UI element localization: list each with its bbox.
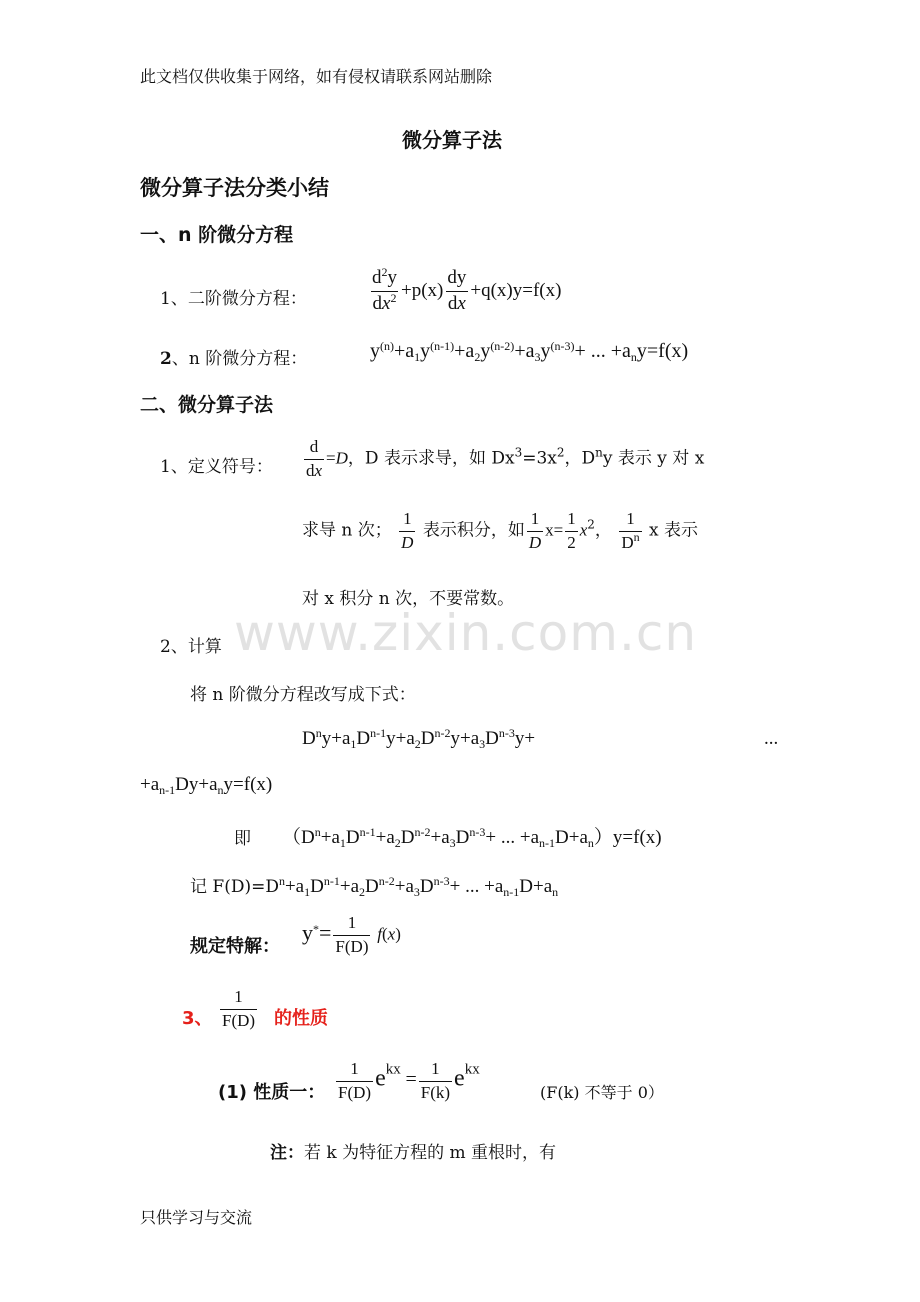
note-label: 注： — [270, 1143, 304, 1163]
note-line — [270, 1138, 556, 1163]
definition-line-2: 求导 n 次； $\frac{1}{D}$ 表示积分，如 $\frac{1}{D}$ x= $\frac{1}{2}$ $x^2$， $\frac{1}{D^n}$ x 表示 — [302, 509, 699, 552]
one-over-dn-fraction: $\frac{1}{D^n}$ — [621, 509, 640, 552]
page-title: 微分算子法 — [402, 128, 502, 152]
subtitle: 微分算子法分类小结 — [140, 176, 329, 200]
section-3-fraction: $\frac{1}{F(D)}$ — [222, 987, 256, 1030]
rewrite-text: 将 n 阶微分方程改写成下式： — [190, 685, 416, 705]
operator-equation-line-1: $D^ny+a_1D^{n-1}y+a_2D^{n-2}y+a_3D^{n-3}y+$ — [302, 726, 536, 751]
definition-line: $\frac{d}{dx}$ =D，D 表示求导，如 $Dx^3=3x^2$，$D^ny$ 表示 y 对 x — [306, 437, 705, 480]
second-order-equation: $\frac{d^2y}{dx^2}$ +p(x) $\frac{dy}{dx}$ +q(x)y=f(x) — [372, 265, 562, 314]
definition-line-3: 对 x 积分 n 次，不要常数。 — [302, 589, 515, 609]
property-1-condition: (F(k) 不等于 0） — [540, 1083, 664, 1102]
header-note: 此文档仅供收集于网络，如有侵权请联系网站删除 — [140, 67, 493, 86]
one-over-d-fraction: $\frac{1}{D}$ — [401, 509, 414, 552]
factored-equation: （$D^n+a_1D^{n-1}+a_2D^{n-2}+a_3D^{n-3}+$ ... $+a_{n-1}D+a_n)y=f(x)$ — [282, 825, 662, 850]
footer-note: 只供学习与交流 — [140, 1208, 253, 1227]
watermark: www.zixin.com.cn — [234, 604, 698, 662]
special-solution-formula: y*= $\frac{1}{F(D)}$ f(x) — [302, 913, 401, 956]
section-3-number: 3、 — [182, 1008, 213, 1029]
ji-label: 即 — [234, 829, 251, 849]
nth-order-equation: $y^{(n)}+a_1y^{(n-1)}+a_2y^{(n-2)}+a_3y^{(n-3)}+$ ... $+a_ny=f(x)$ — [370, 339, 689, 364]
item2-label — [160, 344, 307, 369]
calc-label: 2、计算 — [160, 637, 222, 657]
note-text: 若 k 为特征方程的 m 重根时，有 — [304, 1143, 557, 1163]
operator-equation-line-2: $+a_{n-1}Dy+a_ny=f(x)$ — [140, 774, 273, 797]
item2-number: 2 — [160, 349, 172, 369]
property-1-formula: $\frac{1}{F(D)}$ $e^{kx}$ = $\frac{1}{F(k)}$ $e^{kx}$ — [338, 1059, 480, 1102]
fd-definition: 记 $F(D)=D^n+a_1D^{n-1}+a_2D^{n-2}+a_3D^{n-3}+$ ... $+a_{n-1}D+a_n$ — [190, 874, 559, 899]
section-1-heading: 一、n 阶微分方程 — [140, 224, 294, 246]
item1-label: 1、二阶微分方程： — [160, 289, 307, 309]
d-dx-fraction: $\frac{d}{dx}$ — [306, 437, 323, 480]
ellipsis: ... — [764, 728, 779, 749]
definition-label: 1、定义符号： — [160, 457, 273, 477]
property-1-label: (1) 性质一： — [218, 1082, 326, 1103]
item2-text: 、n 阶微分方程： — [171, 349, 308, 369]
section-2-heading: 二、微分算子法 — [140, 394, 274, 416]
special-solution-label: 规定特解： — [190, 936, 280, 957]
section-3-heading: 的性质 — [274, 1008, 328, 1029]
